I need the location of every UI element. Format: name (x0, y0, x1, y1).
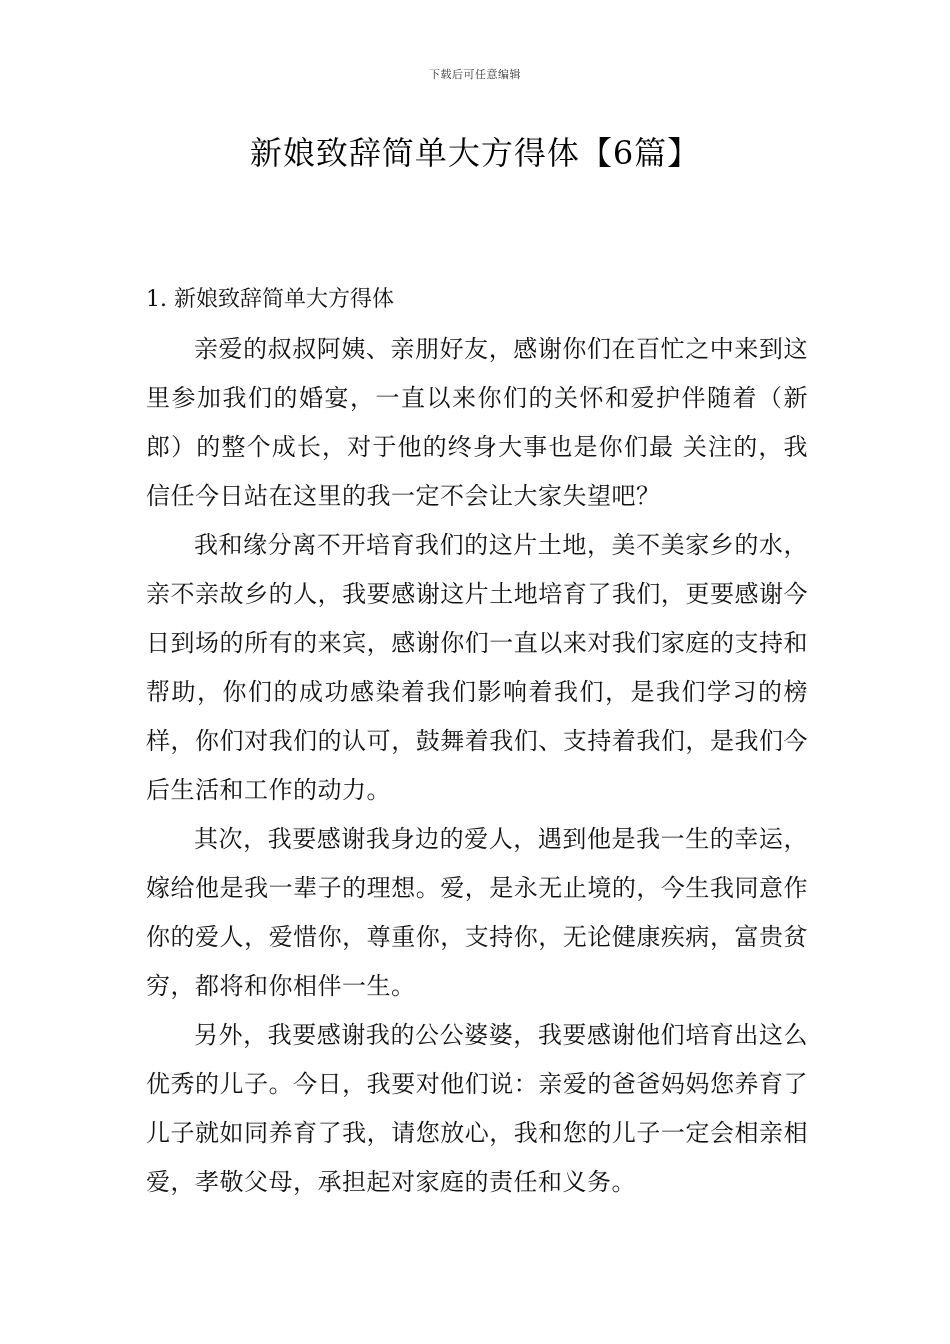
section-heading: 1. 新娘致辞简单大方得体 (146, 287, 394, 312)
document-title: 新娘致辞简单大方得体【6篇】 (249, 134, 701, 172)
paragraph: 另外，我要感谢我的公公婆婆，我要感谢他们培育出这么优秀的儿子。今日，我要对他们说：亲爱的爸爸妈妈您养育了儿子就如同养育了我，请您放心，我和您的儿子一定会相亲相爱，孝敬父母，承担起对家庭的责任和义务。 (146, 1021, 808, 1196)
document-body (146, 325, 808, 1207)
paragraph: 亲爱的叔叔阿姨、亲朋好友，感谢你们在百忙之中来到这里参加我们的婚宴，一直以来你们的关怀和爱护伴随着（新郎）的整个成长，对于他的终身大事也是你们最 关注的，我信任今日站在这里的我一定不会让大家失望吧？ (146, 335, 808, 510)
header-note: 下载后可任意编辑 (429, 68, 521, 81)
paragraph: 其次，我要感谢我身边的爱人，遇到他是我一生的幸运，嫁给他是我一辈子的理想。爱，是永无止境的，今生我同意作你的爱人，爱惜你，尊重你，支持你，无论健康疾病，富贵贫穷，都将和你相伴一生。 (146, 825, 808, 1000)
paragraph: 我和缘分离不开培育我们的这片土地，美不美家乡的水，亲不亲故乡的人，我要感谢这片土地培育了我们，更要感谢今日到场的所有的来宾，感谢你们一直以来对我们家庭的支持和帮助，你们的成功感染着我们影响着我们，是我们学习的榜样，你们对我们的认可，鼓舞着我们、支持着我们，是我们今后生活和工作的动力。 (146, 531, 808, 804)
